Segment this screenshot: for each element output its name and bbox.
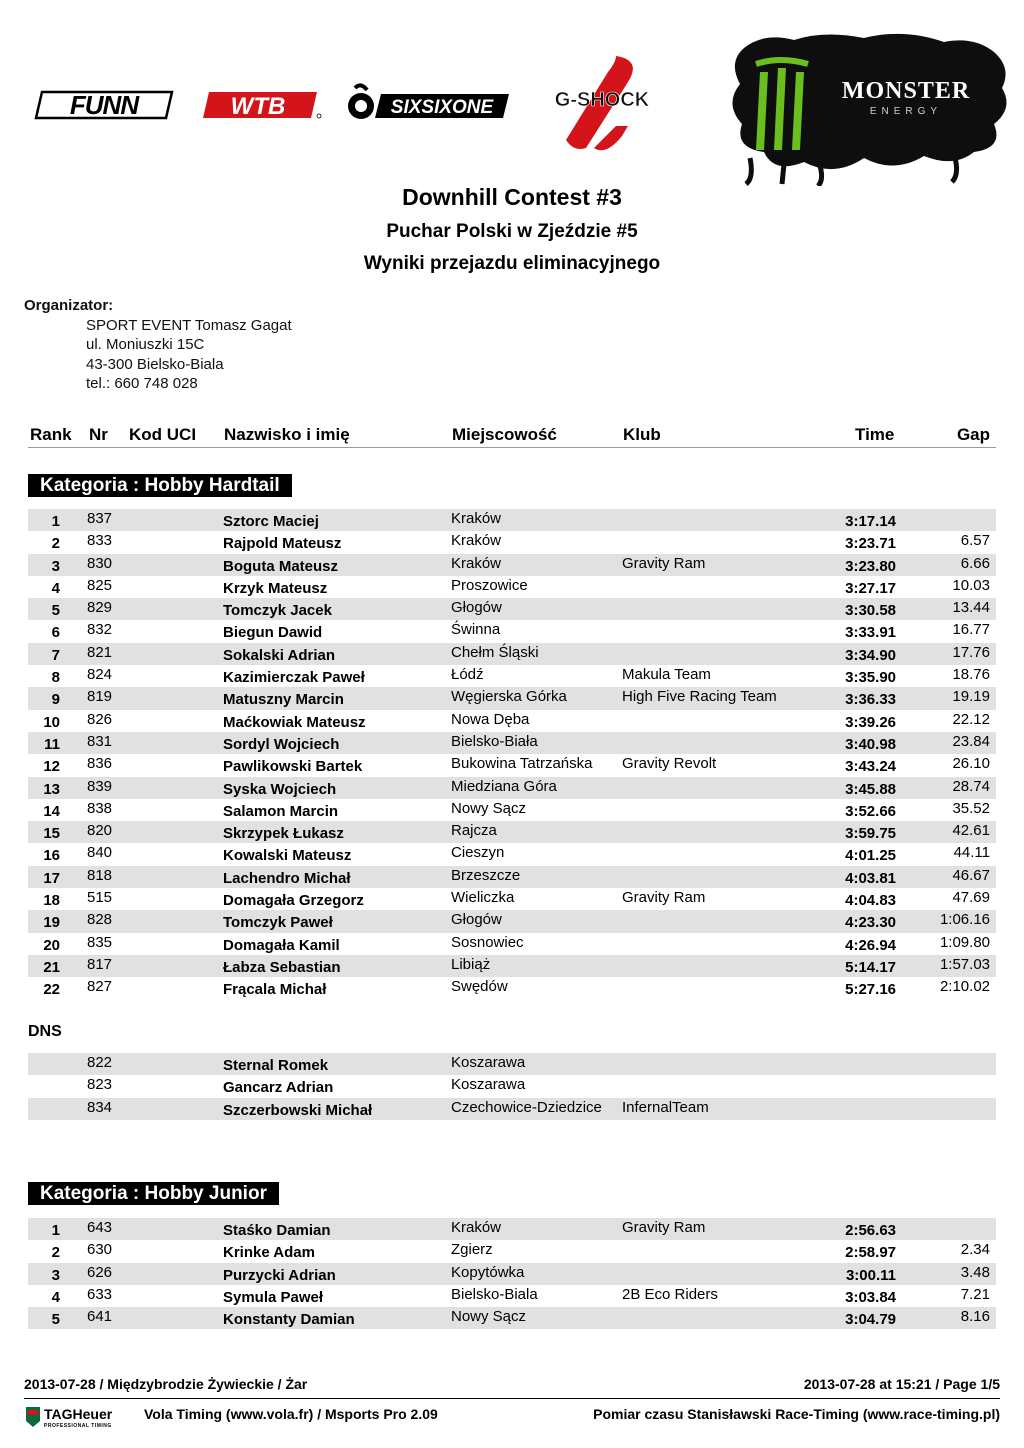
cell-city: Sosnowiec [451,933,524,951]
table-row [28,643,996,665]
cell-city: Proszowice [451,576,528,594]
cell-name: Frącala Michał [223,981,327,999]
cell-city: Nowa Dęba [451,710,530,728]
cell-name: Kowalski Mateusz [223,847,352,865]
cell-name: Skrzypek Łukasz [223,825,344,843]
wtb-logo [203,90,323,120]
cell-club: High Five Racing Team [622,688,777,706]
cell-nr: 824 [87,666,113,684]
results-hobby-junior [28,1218,996,1329]
cell-name: Lachendro Michał [223,869,351,887]
cell-nr: 828 [87,911,113,929]
table-row [28,1075,996,1097]
table-row [28,1240,996,1262]
table-row [28,843,996,865]
cell-city: Nowy Sącz [451,1308,527,1326]
cell-city: Brzeszcze [451,866,521,884]
cell-name: Domagała Kamil [223,936,340,954]
organizer-phone: tel.: 660 748 028 [86,375,198,392]
cell-city: Wieliczka [451,889,515,907]
cell-nr: 826 [87,710,113,728]
cell-gap: 42.61 [952,822,990,840]
cell-name: Tomczyk Jacek [223,602,332,620]
cell-gap: 3.48 [960,1263,990,1281]
cell-time: 3:59.75 [845,825,896,843]
cell-gap: 10.03 [952,576,990,594]
cell-nr: 515 [87,889,113,907]
svg-text:SIXSIXONE: SIXSIXONE [390,97,494,118]
cell-name: Symula Paweł [223,1288,324,1306]
cell-time: 3:04.79 [845,1311,896,1329]
organizer-label: Organizator: [24,297,114,314]
cell-club: 2B Eco Riders [622,1285,718,1303]
col-nr: Nr [89,425,108,444]
cell-time: 3:34.90 [845,646,896,664]
cell-nr: 820 [87,822,113,840]
cell-club: Gravity Revolt [622,755,717,773]
cell-time: 3:36.33 [845,691,896,709]
cell-city: Bielsko-Biala [451,1285,538,1303]
dns-hobby-hardtail [28,1053,996,1120]
cell-name: Sokalski Adrian [223,646,335,664]
cell-nr: 835 [87,933,113,951]
cell-rank: 1 [51,513,60,530]
cell-name: Sternal Romek [223,1057,329,1074]
cell-city: Bielsko-Biała [451,732,538,750]
cell-gap: 16.77 [952,621,990,639]
table-row [28,1218,996,1240]
svg-text:ENERGY: ENERGY [869,106,943,117]
table-row [28,1307,996,1329]
cell-nr: 821 [87,643,113,661]
cell-gap: 19.19 [952,688,990,706]
cell-time: 4:04.83 [845,892,896,910]
table-row [28,1263,996,1285]
cell-name: Biegun Dawid [223,624,323,642]
cell-rank: 10 [43,713,60,731]
cell-city: Libiąż [451,955,491,973]
cell-gap: 18.76 [952,666,990,684]
cell-rank: 6 [51,624,60,642]
results-hobby-hardtail [28,509,996,1000]
col-time: Time [855,425,895,444]
cell-gap: 17.76 [952,643,990,661]
gshock-logo [546,52,658,156]
table-row [28,1098,996,1120]
cell-club: Gravity Ram [622,554,706,572]
cell-rank: 9 [51,691,60,709]
table-row [28,665,996,687]
category-label: Kategoria : Hobby Hardtail [28,474,292,497]
cell-name: Tomczyk Paweł [223,914,333,932]
cell-nr: 829 [87,599,113,617]
cell-gap: 8.16 [960,1308,990,1326]
cell-gap: 2:10.02 [939,978,990,996]
cell-city: Chełm Śląski [451,643,539,661]
cell-nr: 831 [87,732,113,750]
cell-rank: 22 [43,981,60,999]
cell-time: 3:39.26 [845,713,896,731]
cell-time: 4:03.81 [845,869,896,887]
table-row [28,955,996,977]
cell-city: Koszarawa [451,1054,526,1071]
cell-gap: 22.12 [952,710,990,728]
cell-nr: 838 [87,799,113,817]
table-row [28,910,996,932]
svg-text:G-SHOCK: G-SHOCK [554,89,650,111]
cell-name: Syska Wojciech [223,780,337,798]
page-title: Downhill Contest #3 [402,184,622,210]
cell-city: Świnna [451,621,501,639]
cell-gap: 2.34 [960,1241,990,1259]
svg-text:TAGHeuer: TAGHeuer [44,1406,113,1422]
cell-gap: 13.44 [952,599,990,617]
cell-rank: 4 [51,579,60,597]
category-label: Kategoria : Hobby Junior [28,1182,279,1205]
sponsor-logos [0,0,1024,190]
organizer-city: 43-300 Bielsko-Biala [86,355,224,373]
footer-date-location: 2013-07-28 / Międzybrodzie Żywieckie / Żar [24,1376,308,1392]
cell-name: Rajpold Mateusz [223,535,342,553]
cell-name: Domagała Grzegorz [223,892,364,910]
table-row [28,821,996,843]
results-table-header [28,423,996,448]
cell-nr: 630 [87,1241,113,1259]
cell-gap: 1:06.16 [939,911,990,929]
cell-time: 5:14.17 [845,958,896,976]
svg-text:WTB: WTB [230,93,286,120]
cell-rank: 7 [51,646,60,664]
dns-label: DNS [28,1023,62,1040]
table-row [28,509,996,531]
cell-club: Gravity Ram [622,889,706,907]
cell-rank: 4 [51,1288,60,1306]
cell-gap: 28.74 [952,777,990,795]
organizer-street: ul. Moniuszki 15C [86,336,205,353]
funn-logo [32,88,176,122]
organizer-name: SPORT EVENT Tomasz Gagat [86,316,292,334]
table-row [28,866,996,888]
table-row [28,1285,996,1307]
cell-rank: 21 [43,958,60,976]
cell-gap: 6.57 [960,532,990,550]
table-row [28,1053,996,1075]
cell-rank: 20 [43,936,60,954]
cell-name: Konstanty Damian [223,1311,355,1329]
cell-time: 5:27.16 [845,981,896,999]
cell-name: Sztorc Maciej [223,513,319,530]
cell-nr: 822 [87,1054,113,1071]
cell-time: 3:00.11 [845,1266,896,1284]
cell-time: 2:58.97 [845,1244,896,1262]
cell-city: Czechowice-Dziedzice [451,1098,602,1116]
cell-rank: 2 [51,1244,60,1262]
table-row [28,598,996,620]
table-row [28,554,996,576]
cell-nr: 830 [87,554,113,572]
cell-club: Gravity Ram [622,1219,706,1236]
cell-city: Kopytówka [451,1263,525,1281]
table-row [28,777,996,799]
monster-energy-logo [724,28,1012,186]
tag-heuer-logo [24,1405,132,1429]
cell-rank: 2 [51,535,60,553]
organizer-block [24,296,292,394]
cell-city: Kraków [451,1219,502,1236]
cell-time: 3:30.58 [845,602,896,620]
footer-divider [24,1398,1000,1399]
cell-nr: 817 [87,955,113,973]
cell-rank: 1 [51,1222,60,1239]
cell-rank: 16 [43,847,60,865]
cell-city: Swędów [451,978,508,996]
cell-time: 3:35.90 [845,669,896,687]
cell-gap: 44.11 [953,844,990,862]
cell-nr: 833 [87,532,113,550]
cell-time: 3:17.14 [845,513,896,530]
col-gap: Gap [956,425,990,444]
cell-rank: 5 [51,1311,60,1329]
table-row [28,754,996,776]
cell-gap: 47.69 [952,889,990,907]
cell-city: Głogów [451,599,502,617]
cell-nr: 834 [87,1098,113,1116]
footer-credits [24,1405,1000,1429]
cell-club: Makula Team [622,666,711,684]
cell-gap: 7.21 [960,1285,990,1303]
page-subtitle-2: Wyniki przejazdu eliminacyjnego [363,253,661,274]
svg-text:PROFESSIONAL TIMING: PROFESSIONAL TIMING [44,1423,112,1429]
table-row [28,576,996,598]
col-rank: Rank [30,425,72,444]
footer-page-info: 2013-07-28 at 15:21 / Page 1/5 [803,1376,1000,1392]
cell-time: 3:27.17 [845,579,896,597]
cell-city: Rajcza [451,822,497,840]
cell-city: Kraków [451,532,502,550]
cell-time: 3:23.80 [845,557,896,575]
col-name: Nazwisko i imię [224,425,350,444]
table-row [28,799,996,821]
col-club: Klub [623,425,661,444]
cell-city: Kraków [451,510,502,527]
footer-timing-credit: Pomiar czasu Stanisławski Race-Timing (www.race-timing.pl) [593,1406,1000,1422]
table-row [28,977,996,999]
table-row [28,732,996,754]
cell-city: Zgierz [451,1241,493,1259]
table-row [28,531,996,553]
cell-club: InfernalTeam [622,1098,709,1116]
cell-time: 2:56.63 [845,1222,896,1239]
cell-rank: 14 [43,802,60,820]
table-row [28,933,996,955]
cell-time: 3:52.66 [845,802,896,820]
cell-rank: 5 [51,602,60,620]
cell-name: Salamon Marcin [223,802,339,820]
cell-time: 3:40.98 [845,735,896,753]
cell-nr: 836 [87,755,113,773]
footer-info [24,1376,1000,1398]
cell-rank: 17 [43,869,60,887]
cell-time: 3:03.84 [845,1288,896,1306]
cell-name: Kazimierczak Paweł [223,669,365,687]
cell-rank: 3 [51,1266,60,1284]
cell-name: Krzyk Mateusz [223,579,328,597]
cell-nr: 832 [87,621,113,639]
cell-rank: 19 [43,914,60,932]
table-row [28,710,996,732]
cell-name: Krinke Adam [223,1244,315,1262]
cell-gap: 46.67 [952,866,990,884]
cell-name: Łabza Sebastian [223,958,341,976]
col-uci: Kod UCI [129,425,197,444]
cell-name: Purzycki Adrian [223,1266,336,1284]
cell-city: Koszarawa [451,1076,526,1094]
cell-name: Pawlikowski Bartek [223,758,363,776]
cell-nr: 819 [87,688,113,706]
cell-city: Węgierska Górka [451,688,567,706]
cell-city: Cieszyn [451,844,505,862]
cell-nr: 839 [87,777,113,795]
cell-time: 4:23.30 [845,914,896,932]
cell-name: Matuszny Marcin [223,691,344,709]
cell-nr: 818 [87,866,113,884]
cell-city: Bukowina Tatrzańska [451,755,593,773]
table-row [28,888,996,910]
cell-name: Boguta Mateusz [223,557,339,575]
cell-time: 3:33.91 [845,624,896,642]
footer-timing-software: Vola Timing (www.vola.fr) / Msports Pro 2.09 [144,1406,438,1422]
cell-city: Kraków [451,554,502,572]
cell-gap: 1:57.03 [939,955,990,973]
cell-city: Nowy Sącz [451,799,527,817]
cell-time: 3:43.24 [845,758,896,776]
cell-nr: 633 [87,1285,113,1303]
cell-nr: 641 [87,1308,113,1326]
svg-text:FUNN: FUNN [69,90,139,120]
cell-time: 4:01.25 [845,847,896,865]
cell-gap: 26.10 [952,755,990,773]
cell-gap: 6.66 [960,554,990,572]
cell-city: Łódź [451,666,484,684]
cell-name: Gancarz Adrian [223,1079,334,1097]
page-subtitle: Puchar Polski w Zjeździe #5 [386,221,638,242]
cell-city: Głogów [451,911,502,929]
cell-rank: 3 [51,557,60,575]
cell-name: Szczerbowski Michał [223,1101,373,1119]
svg-text:MONSTER: MONSTER [841,78,971,104]
cell-rank: 13 [43,780,60,798]
cell-gap: 35.52 [952,799,990,817]
cell-rank: 11 [44,735,60,753]
cell-name: Sordyl Wojciech [223,735,340,753]
table-row [28,620,996,642]
cell-name: Maćkowiak Mateusz [223,713,366,731]
sixsixone-logo [345,82,511,126]
cell-gap: 1:09.80 [939,933,990,951]
cell-time: 4:26.94 [845,936,896,954]
cell-rank: 12 [43,758,60,776]
cell-gap: 23.84 [952,732,990,750]
cell-nr: 825 [87,576,113,594]
cell-time: 3:23.71 [845,535,896,553]
col-city: Miejscowość [452,425,557,444]
cell-rank: 18 [43,892,60,910]
cell-nr: 626 [87,1263,113,1281]
cell-time: 3:45.88 [845,780,896,798]
cell-nr: 837 [87,510,113,527]
cell-city: Miedziana Góra [451,777,557,795]
cell-rank: 8 [51,669,60,687]
cell-nr: 643 [87,1219,113,1236]
cell-name: Staśko Damian [223,1222,331,1239]
table-row [28,687,996,709]
cell-nr: 840 [87,844,113,862]
cell-nr: 827 [87,978,113,996]
cell-rank: 15 [43,825,60,843]
cell-nr: 823 [87,1076,113,1094]
